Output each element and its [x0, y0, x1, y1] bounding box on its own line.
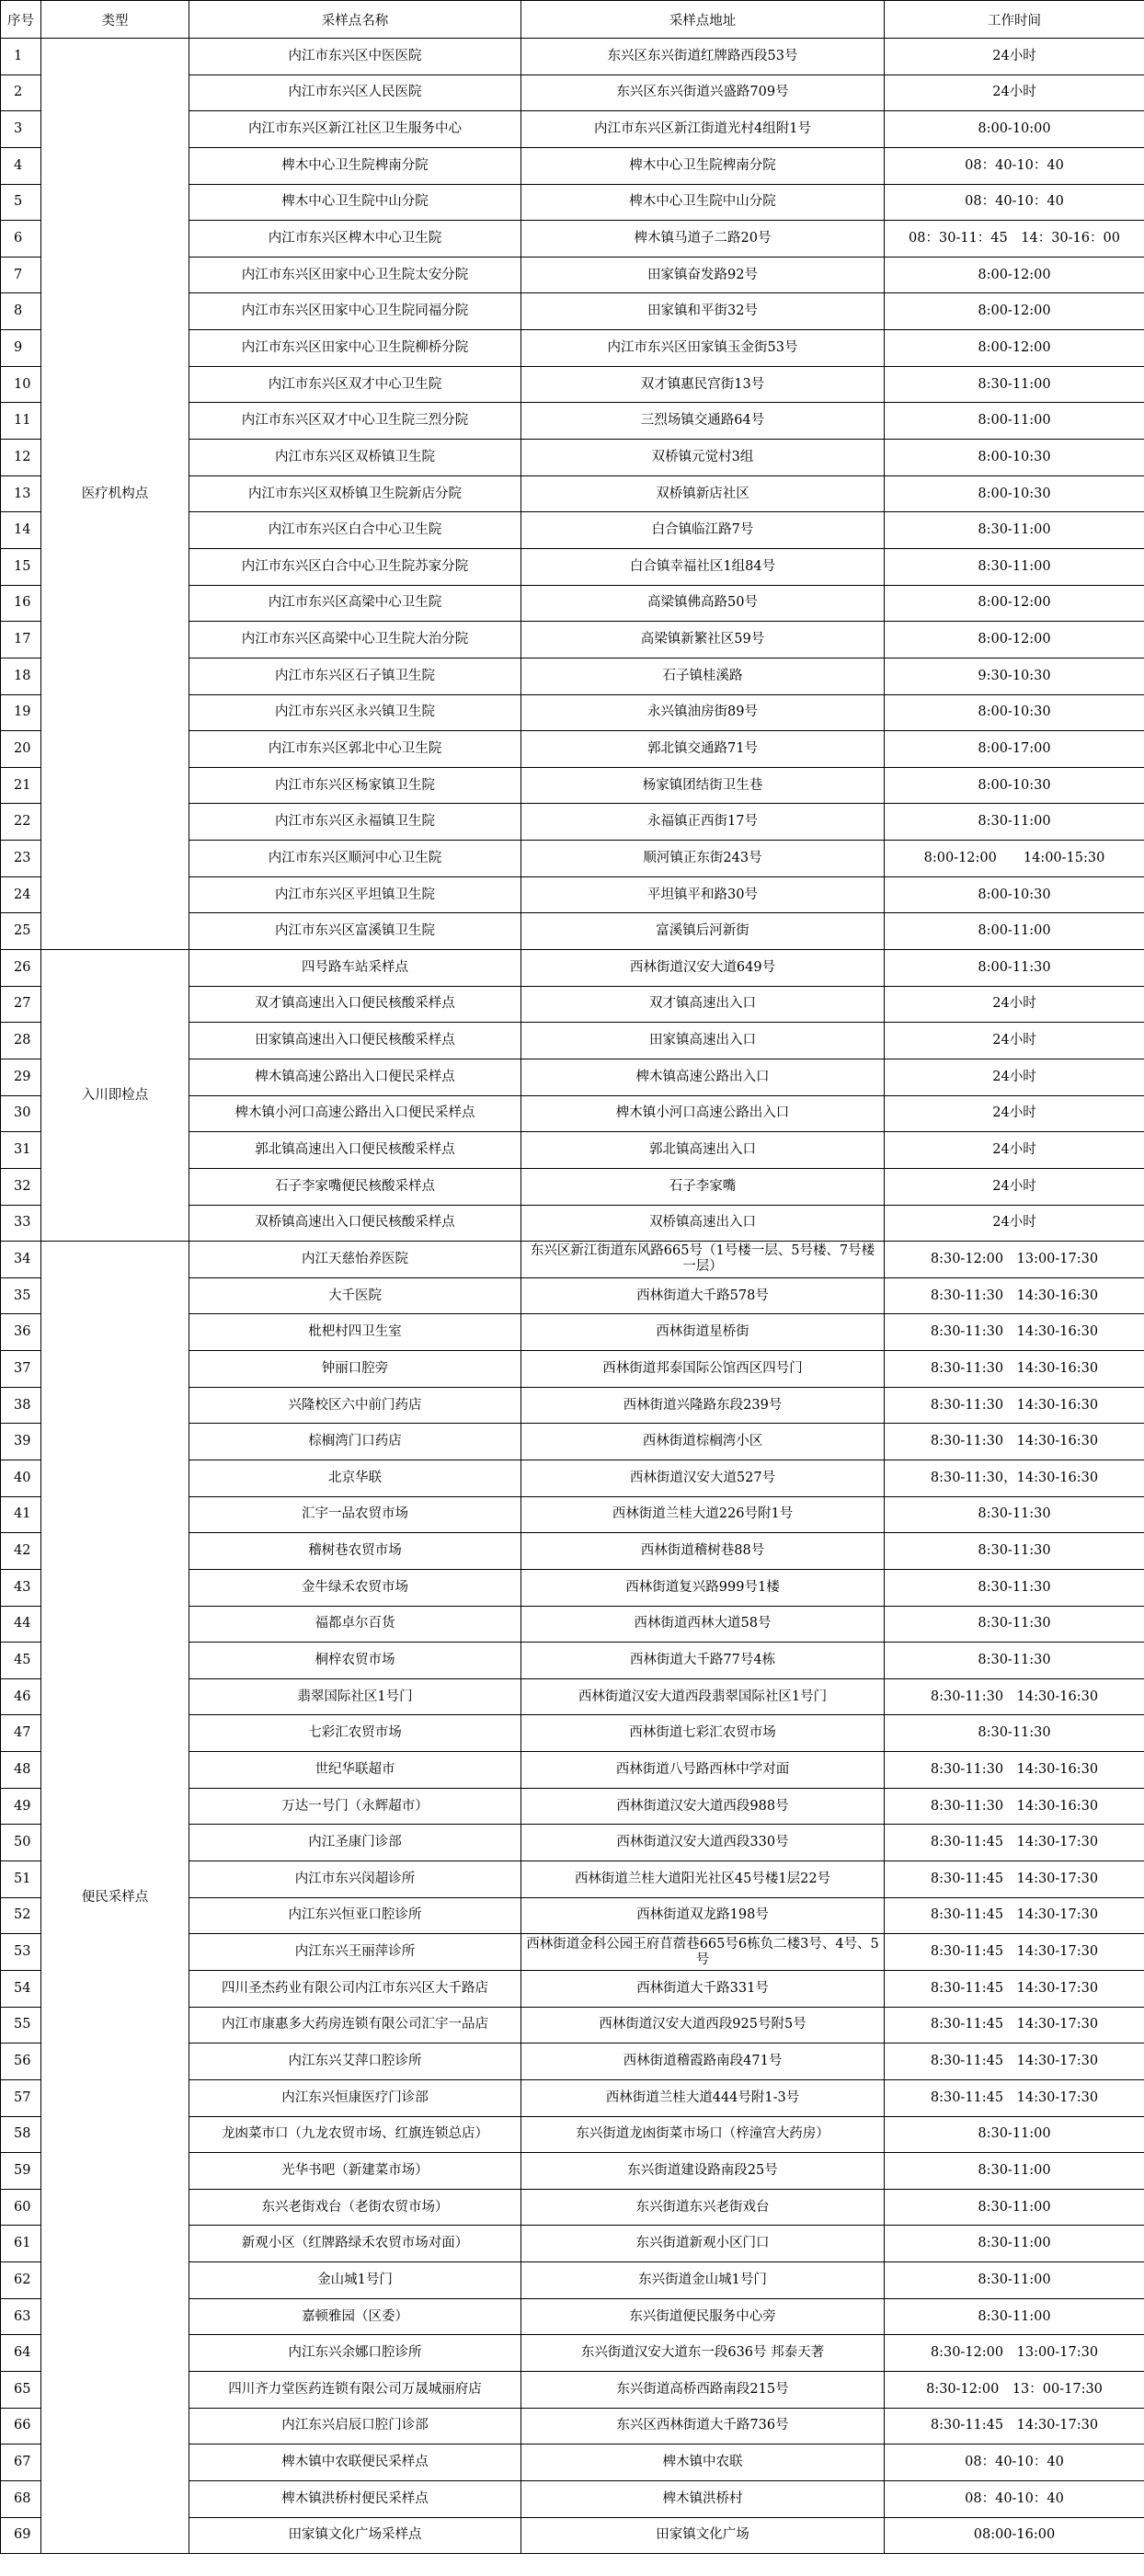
site-address: 东兴街道高桥西路南段215号 — [521, 2372, 885, 2409]
row-number: 60 — [1, 2189, 41, 2226]
site-address: 西林街道七彩汇农贸市场 — [521, 1715, 885, 1752]
site-hours: 24小时 — [885, 1023, 1144, 1059]
site-address: 东兴区东兴街道红牌路西段53号 — [521, 39, 885, 75]
site-name: 内江市东兴区富溪镇卫生院 — [189, 913, 521, 950]
site-hours: 08：40-10：40 — [885, 147, 1144, 184]
site-hours: 8:30-11:30 14:30-16:30 — [885, 1351, 1144, 1388]
site-address: 东兴街道东兴老街戏台 — [521, 2189, 885, 2226]
site-hours: 8:30-11:00 — [885, 512, 1144, 549]
row-number: 24 — [1, 876, 41, 913]
row-number: 65 — [1, 2372, 41, 2409]
site-address: 田家镇高速出入口 — [521, 1023, 885, 1059]
site-hours: 8:30-11:45 14:30-17:30 — [885, 2079, 1144, 2116]
site-hours: 24小时 — [885, 39, 1144, 75]
site-name: 翡翠国际社区1号门 — [189, 1678, 521, 1715]
site-name: 北京华联 — [189, 1460, 521, 1496]
site-name: 内江市东兴闵超诊所 — [189, 1861, 521, 1898]
row-number: 56 — [1, 2044, 41, 2080]
row-number: 6 — [1, 221, 41, 258]
site-name: 椑木镇高速公路出入口便民采样点 — [189, 1059, 521, 1095]
site-hours: 8:30-11:45 14:30-17:30 — [885, 1861, 1144, 1898]
site-name: 内江市东兴区双桥镇卫生院新店分院 — [189, 475, 521, 512]
row-number: 10 — [1, 366, 41, 403]
site-hours: 8:00-12:00 — [885, 622, 1144, 658]
site-address: 椑木中心卫生院椑南分院 — [521, 147, 885, 184]
site-address: 顺河镇正东街243号 — [521, 841, 885, 877]
site-hours: 8:30-11:45 14:30-17:30 — [885, 2044, 1144, 2080]
site-hours: 08：30-11：45 14：30-16：00 — [885, 221, 1144, 258]
site-hours: 24小时 — [885, 1095, 1144, 1132]
site-name: 四川齐力堂医药连锁有限公司万晟城丽府店 — [189, 2372, 521, 2409]
site-hours: 8:30-11:00 — [885, 804, 1144, 841]
site-name: 福都卓尔百货 — [189, 1606, 521, 1643]
site-hours: 8:30-11:30 — [885, 1643, 1144, 1679]
site-hours: 8:30-11:45 14:30-17:30 — [885, 1970, 1144, 2007]
site-name: 椑木中心卫生院椑南分院 — [189, 147, 521, 184]
site-name: 内江市东兴区田家中心卫生院同福分院 — [189, 293, 521, 330]
site-address: 西林街道双龙路198号 — [521, 1897, 885, 1934]
site-name: 万达一号门（永辉超市） — [189, 1788, 521, 1825]
site-address: 郭北镇高速出入口 — [521, 1132, 885, 1169]
row-number: 21 — [1, 767, 41, 804]
site-address: 西林街道大千路331号 — [521, 1970, 885, 2007]
site-hours: 8:30-11:00 — [885, 2189, 1144, 2226]
row-number: 19 — [1, 694, 41, 731]
site-name: 内江市东兴区人民医院 — [189, 74, 521, 111]
site-name: 内江市东兴区椑木中心卫生院 — [189, 221, 521, 258]
site-address: 东兴区新江街道东风路665号（1号楼一层、5号楼、7号楼一层） — [521, 1242, 885, 1278]
site-hours: 8:30-11:00 — [885, 2226, 1144, 2262]
site-hours: 8:30-11:00 — [885, 366, 1144, 403]
site-name: 嘉顿雅园（区委） — [189, 2298, 521, 2335]
site-address: 石子镇桂溪路 — [521, 658, 885, 694]
site-name: 双桥镇高速出入口便民核酸采样点 — [189, 1205, 521, 1242]
site-name: 内江市东兴区双才中心卫生院 — [189, 366, 521, 403]
site-address: 内江市东兴区田家镇玉金街53号 — [521, 330, 885, 367]
row-number: 5 — [1, 184, 41, 221]
site-name: 内江东兴启辰口腔门诊部 — [189, 2408, 521, 2444]
row-number: 14 — [1, 512, 41, 549]
row-number: 12 — [1, 440, 41, 476]
row-number: 29 — [1, 1059, 41, 1095]
site-address: 西林街道棕榈湾小区 — [521, 1424, 885, 1460]
site-hours: 8:30-11:00 — [885, 2116, 1144, 2153]
row-number: 16 — [1, 585, 41, 622]
row-number: 33 — [1, 1205, 41, 1242]
site-hours: 8:30-11:30 — [885, 1496, 1144, 1533]
site-hours: 8:30-11:30 14:30-16:30 — [885, 1788, 1144, 1825]
site-name: 枇杷村四卫生室 — [189, 1314, 521, 1351]
row-number: 40 — [1, 1460, 41, 1496]
site-hours: 8:00-10:30 — [885, 440, 1144, 476]
site-address: 高梁镇新繁社区59号 — [521, 622, 885, 658]
row-number: 68 — [1, 2480, 41, 2517]
row-number: 69 — [1, 2517, 41, 2554]
site-hours: 08：40-10：40 — [885, 2480, 1144, 2517]
site-hours: 8:30-11:45 14:30-17:30 — [885, 1897, 1144, 1934]
site-name: 四川圣杰药业有限公司内江市东兴区大千路店 — [189, 1970, 521, 2007]
row-number: 39 — [1, 1424, 41, 1460]
site-name: 内江市东兴区石子镇卫生院 — [189, 658, 521, 694]
site-name: 内江市东兴区双才中心卫生院三烈分院 — [189, 403, 521, 440]
site-name: 椑木镇小河口高速公路出入口便民采样点 — [189, 1095, 521, 1132]
site-address: 三烈场镇交通路64号 — [521, 403, 885, 440]
row-number: 25 — [1, 913, 41, 950]
site-hours: 8:30-11:00 — [885, 548, 1144, 585]
site-address: 永兴镇油房街89号 — [521, 694, 885, 731]
site-name: 棕榈湾门口药店 — [189, 1424, 521, 1460]
row-number: 13 — [1, 475, 41, 512]
row-number: 8 — [1, 293, 41, 330]
row-number: 23 — [1, 841, 41, 877]
site-name: 钟丽口腔旁 — [189, 1351, 521, 1388]
group-type-cell: 便民采样点 — [41, 1242, 189, 2554]
site-hours: 8:30-11:30 14:30-16:30 — [885, 1387, 1144, 1424]
site-address: 双才镇惠民宫街13号 — [521, 366, 885, 403]
site-name: 椑木镇中农联便民采样点 — [189, 2444, 521, 2481]
header-name: 采样点名称 — [189, 1, 521, 39]
site-name: 内江市东兴区永兴镇卫生院 — [189, 694, 521, 731]
site-name: 内江东兴王丽萍诊所 — [189, 1934, 521, 1971]
site-name: 东兴老街戏台（老街农贸市场） — [189, 2189, 521, 2226]
site-hours: 8:30-11:30 14:30-16:30 — [885, 1314, 1144, 1351]
site-address: 东兴街道龙凼街菜市场口（梓潼宫大药房） — [521, 2116, 885, 2153]
header-type: 类型 — [41, 1, 189, 39]
site-name: 田家镇文化广场采样点 — [189, 2517, 521, 2554]
site-name: 汇宇一品农贸市场 — [189, 1496, 521, 1533]
site-name: 石子李家嘴便民核酸采样点 — [189, 1168, 521, 1205]
row-number: 18 — [1, 658, 41, 694]
row-number: 42 — [1, 1533, 41, 1570]
site-name: 郭北镇高速出入口便民核酸采样点 — [189, 1132, 521, 1169]
row-number: 43 — [1, 1569, 41, 1606]
site-name: 桐梓农贸市场 — [189, 1643, 521, 1679]
row-number: 53 — [1, 1934, 41, 1971]
site-hours: 8:30-11:30 14:30-16:30 — [885, 1424, 1144, 1460]
site-address: 田家镇奋发路92号 — [521, 257, 885, 293]
site-name: 内江市东兴区白合中心卫生院苏家分院 — [189, 548, 521, 585]
row-number: 7 — [1, 257, 41, 293]
site-address: 西林街道汉安大道西段330号 — [521, 1825, 885, 1861]
row-number: 38 — [1, 1387, 41, 1424]
site-address: 西林街道兰桂大道444号附1-3号 — [521, 2079, 885, 2116]
site-name: 内江市东兴区杨家镇卫生院 — [189, 767, 521, 804]
site-hours: 9:30-10:30 — [885, 658, 1144, 694]
site-hours: 8:30-11:30 14:30-16:30 — [885, 1277, 1144, 1314]
row-number: 32 — [1, 1168, 41, 1205]
site-address: 西林街道兴隆路东段239号 — [521, 1387, 885, 1424]
site-name: 内江东兴恒亚口腔诊所 — [189, 1897, 521, 1934]
site-name: 光华书吧（新建菜市场） — [189, 2153, 521, 2190]
site-hours: 8:00-11:30 — [885, 950, 1144, 987]
site-hours: 8:00-11:00 — [885, 403, 1144, 440]
site-address: 椑木镇中农联 — [521, 2444, 885, 2481]
site-hours: 24小时 — [885, 1205, 1144, 1242]
site-name: 内江市东兴区田家中心卫生院太安分院 — [189, 257, 521, 293]
site-name: 内江市东兴区高梁中心卫生院大治分院 — [189, 622, 521, 658]
site-hours: 8:30-11:45 14:30-17:30 — [885, 2007, 1144, 2044]
site-address: 平坦镇平和路30号 — [521, 876, 885, 913]
site-name: 龙凼菜市口（九龙农贸市场、红旗连锁总店） — [189, 2116, 521, 2153]
site-address: 东兴区东兴街道兴盛路709号 — [521, 74, 885, 111]
site-address: 西林街道金科公园王府苜蓿巷665号6栋负二楼3号、4号、5号 — [521, 1934, 885, 1971]
site-address: 椑木镇马道子二路20号 — [521, 221, 885, 258]
site-hours: 8:30-11:30 — [885, 1715, 1144, 1752]
site-address: 白合镇临江路7号 — [521, 512, 885, 549]
site-address: 高梁镇佛高路50号 — [521, 585, 885, 622]
site-address: 双桥镇新店社区 — [521, 475, 885, 512]
group-type-cell: 入川即检点 — [41, 950, 189, 1242]
site-name: 椑木中心卫生院中山分院 — [189, 184, 521, 221]
site-address: 杨家镇团结街卫生巷 — [521, 767, 885, 804]
site-address: 西林街道西林大道58号 — [521, 1606, 885, 1643]
row-number: 9 — [1, 330, 41, 367]
site-name: 内江市东兴区顺河中心卫生院 — [189, 841, 521, 877]
site-hours: 8:00-10:30 — [885, 475, 1144, 512]
site-hours: 8:30-11:30 — [885, 1606, 1144, 1643]
site-hours: 8:30-11:30 — [885, 1569, 1144, 1606]
site-hours: 8:00-12:00 — [885, 257, 1144, 293]
site-address: 东兴街道建设路南段25号 — [521, 2153, 885, 2190]
site-address: 西林街道邦泰国际公馆西区四号门 — [521, 1351, 885, 1388]
site-hours: 24小时 — [885, 74, 1144, 111]
site-hours: 8:30-12:00 13:00-17:30 — [885, 1242, 1144, 1278]
row-number: 54 — [1, 1970, 41, 2007]
site-address: 东兴街道新观小区门口 — [521, 2226, 885, 2262]
site-hours: 8:00-12:00 14:00-15:30 — [885, 841, 1144, 877]
row-number: 26 — [1, 950, 41, 987]
site-address: 双桥镇元觉村3组 — [521, 440, 885, 476]
site-name: 七彩汇农贸市场 — [189, 1715, 521, 1752]
site-name: 双才镇高速出入口便民核酸采样点 — [189, 986, 521, 1023]
site-name: 内江市东兴区白合中心卫生院 — [189, 512, 521, 549]
site-hours: 8:00-10:30 — [885, 876, 1144, 913]
site-name: 金牛绿禾农贸市场 — [189, 1569, 521, 1606]
site-name: 大千医院 — [189, 1277, 521, 1314]
site-name: 内江市东兴区新江社区卫生服务中心 — [189, 111, 521, 148]
site-name: 内江东兴艾萍口腔诊所 — [189, 2044, 521, 2080]
site-hours: 8:30-11:30 — [885, 1533, 1144, 1570]
site-hours: 24小时 — [885, 1132, 1144, 1169]
table-row — [1, 950, 1144, 987]
site-name: 四号路车站采样点 — [189, 950, 521, 987]
site-hours: 08：40-10：40 — [885, 2444, 1144, 2481]
header-no: 序号 — [1, 1, 41, 39]
row-number: 48 — [1, 1752, 41, 1789]
row-number: 15 — [1, 548, 41, 585]
site-name: 内江市东兴区田家中心卫生院柳桥分院 — [189, 330, 521, 367]
row-number: 58 — [1, 2116, 41, 2153]
row-number: 57 — [1, 2079, 41, 2116]
site-address: 田家镇和平街32号 — [521, 293, 885, 330]
site-address: 西林街道大千路77号4栋 — [521, 1643, 885, 1679]
site-address: 西林街道复兴路999号1楼 — [521, 1569, 885, 1606]
site-address: 西林街道稽树巷88号 — [521, 1533, 885, 1570]
row-number: 30 — [1, 1095, 41, 1132]
row-number: 27 — [1, 986, 41, 1023]
site-name: 田家镇高速出入口便民核酸采样点 — [189, 1023, 521, 1059]
site-address: 椑木镇小河口高速公路出入口 — [521, 1095, 885, 1132]
site-hours: 8:00-12:00 — [885, 293, 1144, 330]
site-name: 椑木镇洪桥村便民采样点 — [189, 2480, 521, 2517]
site-hours: 8:30-12:00 13:00-17:30 — [885, 2335, 1144, 2372]
site-address: 双桥镇高速出入口 — [521, 1205, 885, 1242]
site-hours: 8:00-10:00 — [885, 111, 1144, 148]
site-name: 内江圣康门诊部 — [189, 1825, 521, 1861]
row-number: 50 — [1, 1825, 41, 1861]
row-number: 55 — [1, 2007, 41, 2044]
site-hours: 8:00-10:30 — [885, 694, 1144, 731]
site-hours: 8:30-11:30 14:30-16:30 — [885, 1678, 1144, 1715]
site-address: 西林街道兰桂大道226号附1号 — [521, 1496, 885, 1533]
row-number: 62 — [1, 2262, 41, 2299]
row-number: 2 — [1, 74, 41, 111]
site-hours: 8:30-12:00 13：00-17:30 — [885, 2372, 1144, 2409]
site-name: 稽树巷农贸市场 — [189, 1533, 521, 1570]
table-body — [1, 39, 1144, 2554]
row-number: 37 — [1, 1351, 41, 1388]
site-address: 内江市东兴区新江街道光村4组附1号 — [521, 111, 885, 148]
row-number: 3 — [1, 111, 41, 148]
site-address: 椑木镇高速公路出入口 — [521, 1059, 885, 1095]
row-number: 49 — [1, 1788, 41, 1825]
row-number: 34 — [1, 1242, 41, 1278]
site-hours: 8:30-11:00 — [885, 2298, 1144, 2335]
site-address: 西林街道大千路578号 — [521, 1277, 885, 1314]
site-hours: 8:00-17:00 — [885, 731, 1144, 768]
site-hours: 8:30-11:30 14:30-16:30 — [885, 1752, 1144, 1789]
site-hours: 24小时 — [885, 1168, 1144, 1205]
site-address: 郭北镇交通路71号 — [521, 731, 885, 768]
row-number: 28 — [1, 1023, 41, 1059]
site-address: 东兴街道汉安大道东一段636号 邦泰天著 — [521, 2335, 885, 2372]
site-hours: 8:00-10:30 — [885, 767, 1144, 804]
site-hours: 8:00-12:00 — [885, 330, 1144, 367]
site-address: 东兴街道金山城1号门 — [521, 2262, 885, 2299]
site-address: 双才镇高速出入口 — [521, 986, 885, 1023]
site-name: 金山城1号门 — [189, 2262, 521, 2299]
row-number: 64 — [1, 2335, 41, 2372]
site-address: 西林街道汉安大道西段925号附5号 — [521, 2007, 885, 2044]
site-address: 西林街道星桥街 — [521, 1314, 885, 1351]
site-address: 西林街道汉安大道527号 — [521, 1460, 885, 1496]
row-number: 46 — [1, 1678, 41, 1715]
site-address: 永福镇正西街17号 — [521, 804, 885, 841]
site-address: 西林街道兰桂大道阳光社区45号楼1层22号 — [521, 1861, 885, 1898]
site-hours: 8:30-11:00 — [885, 2262, 1144, 2299]
site-name: 内江市康惠多大药房连锁有限公司汇宇一品店 — [189, 2007, 521, 2044]
site-address: 西林街道稽霞路南段471号 — [521, 2044, 885, 2080]
site-hours: 24小时 — [885, 1059, 1144, 1095]
site-address: 白合镇幸福社区1组84号 — [521, 548, 885, 585]
row-number: 31 — [1, 1132, 41, 1169]
row-number: 66 — [1, 2408, 41, 2444]
row-number: 20 — [1, 731, 41, 768]
row-number: 35 — [1, 1277, 41, 1314]
site-address: 西林街道汉安大道649号 — [521, 950, 885, 987]
row-number: 11 — [1, 403, 41, 440]
site-name: 内江市东兴区中医医院 — [189, 39, 521, 75]
row-number: 1 — [1, 39, 41, 75]
site-name: 内江东兴恒康医疗门诊部 — [189, 2079, 521, 2116]
site-hours: 8:30-11:45 14:30-17:30 — [885, 1934, 1144, 1971]
site-name: 内江市东兴区永福镇卫生院 — [189, 804, 521, 841]
site-address: 西林街道汉安大道西段翡翠国际社区1号门 — [521, 1678, 885, 1715]
row-number: 52 — [1, 1897, 41, 1934]
header-row — [1, 1, 1144, 39]
site-hours: 08：40-10：40 — [885, 184, 1144, 221]
site-address: 富溪镇后河新街 — [521, 913, 885, 950]
header-address: 采样点地址 — [521, 1, 885, 39]
site-address: 田家镇文化广场 — [521, 2517, 885, 2554]
table-row — [1, 39, 1144, 75]
row-number: 36 — [1, 1314, 41, 1351]
site-address: 东兴街道便民服务中心旁 — [521, 2298, 885, 2335]
row-number: 17 — [1, 622, 41, 658]
site-hours: 24小时 — [885, 986, 1144, 1023]
row-number: 45 — [1, 1643, 41, 1679]
site-name: 内江市东兴区高梁中心卫生院 — [189, 585, 521, 622]
row-number: 22 — [1, 804, 41, 841]
site-name: 内江市东兴区平坦镇卫生院 — [189, 876, 521, 913]
row-number: 41 — [1, 1496, 41, 1533]
site-address: 椑木中心卫生院中山分院 — [521, 184, 885, 221]
site-hours: 8:00-12:00 — [885, 585, 1144, 622]
row-number: 47 — [1, 1715, 41, 1752]
row-number: 51 — [1, 1861, 41, 1898]
site-hours: 8:30-11:30，14:30-16:30 — [885, 1460, 1144, 1496]
row-number: 59 — [1, 2153, 41, 2190]
site-hours: 8:30-11:45 14:30-17:30 — [885, 2408, 1144, 2444]
site-address: 椑木镇洪桥村 — [521, 2480, 885, 2517]
site-name: 内江市东兴区郭北中心卫生院 — [189, 731, 521, 768]
header-hours: 工作时间 — [885, 1, 1144, 39]
site-name: 新观小区（红牌路绿禾农贸市场对面） — [189, 2226, 521, 2262]
table-row — [1, 1242, 1144, 1278]
site-hours: 8:30-11:00 — [885, 2153, 1144, 2190]
site-name: 兴隆校区六中前门药店 — [189, 1387, 521, 1424]
row-number: 63 — [1, 2298, 41, 2335]
site-address: 东兴区西林街道大千路736号 — [521, 2408, 885, 2444]
row-number: 67 — [1, 2444, 41, 2481]
site-name: 内江天慈怡养医院 — [189, 1242, 521, 1278]
site-address: 西林街道汉安大道西段988号 — [521, 1788, 885, 1825]
site-name: 内江东兴余娜口腔诊所 — [189, 2335, 521, 2372]
site-name: 世纪华联超市 — [189, 1752, 521, 1789]
site-address: 石子李家嘴 — [521, 1168, 885, 1205]
row-number: 4 — [1, 147, 41, 184]
site-hours: 8:30-11:45 14:30-17:30 — [885, 1825, 1144, 1861]
site-hours: 08:00-16:00 — [885, 2517, 1144, 2554]
site-address: 西林街道八号路西林中学对面 — [521, 1752, 885, 1789]
row-number: 61 — [1, 2226, 41, 2262]
site-hours: 8:00-11:00 — [885, 913, 1144, 950]
row-number: 44 — [1, 1606, 41, 1643]
site-name: 内江市东兴区双桥镇卫生院 — [189, 440, 521, 476]
group-type-cell: 医疗机构点 — [41, 39, 189, 950]
